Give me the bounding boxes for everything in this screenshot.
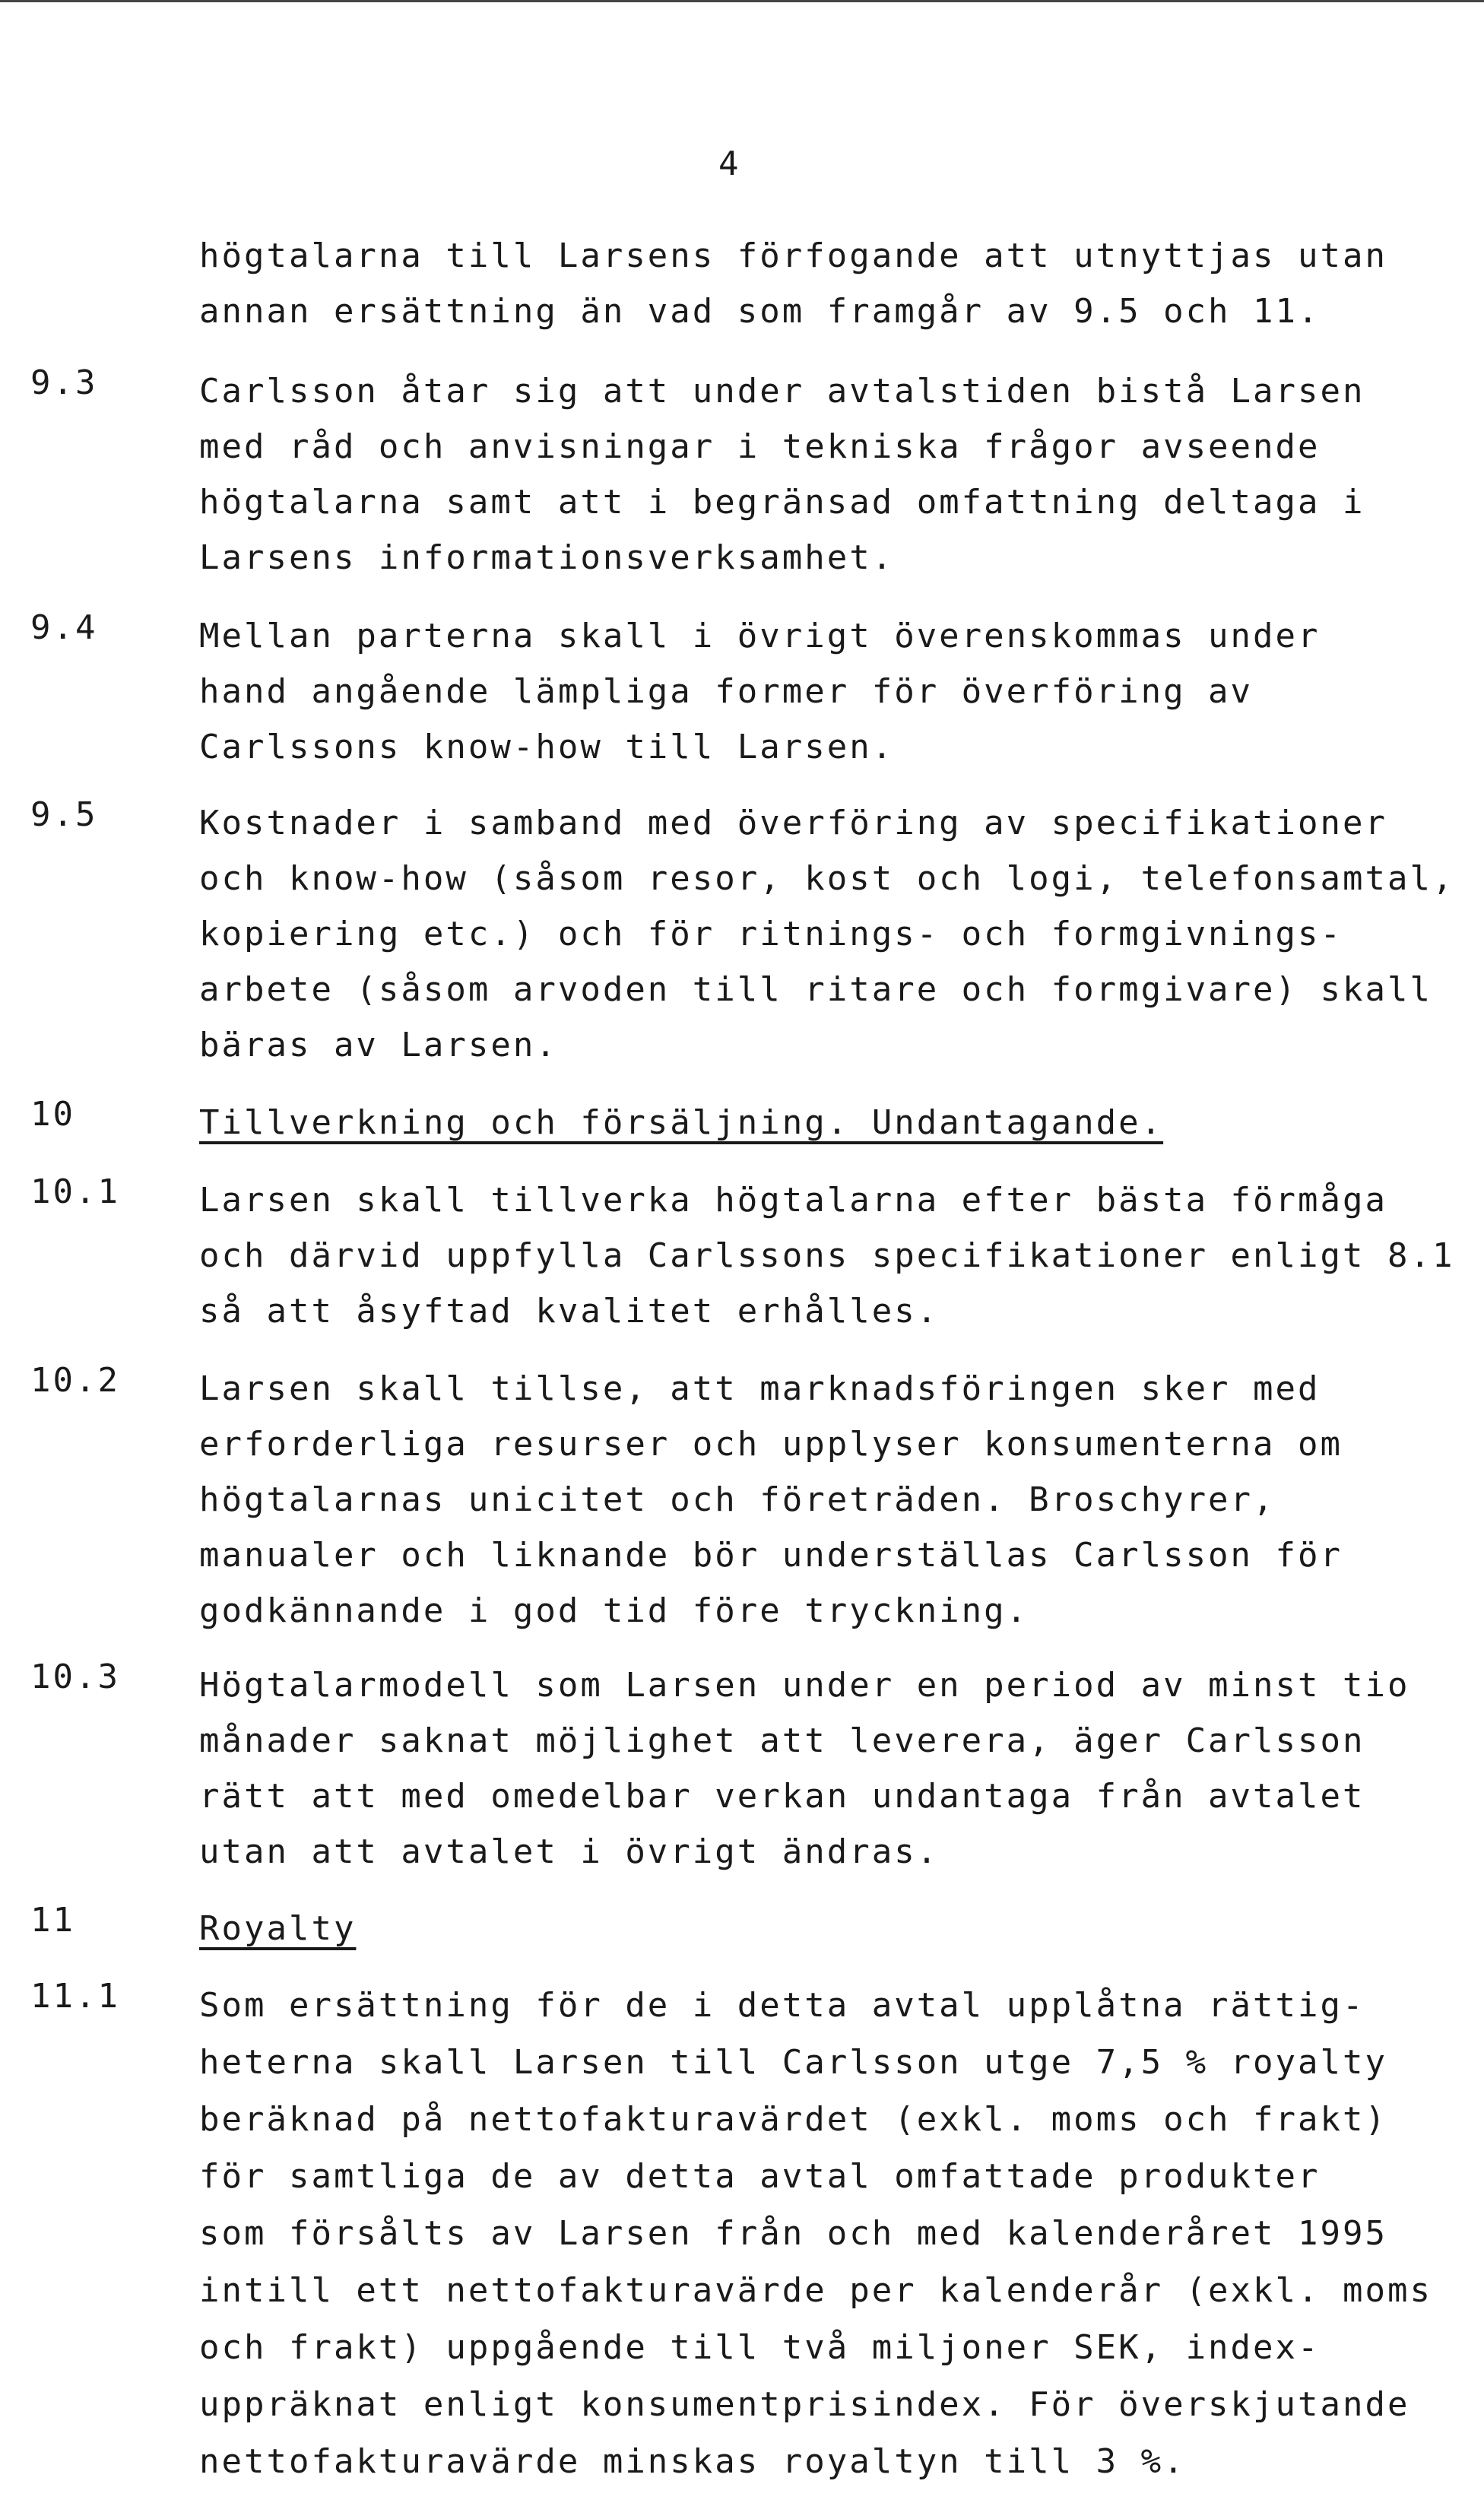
text-line: arbete (såsom arvoden till ritare och formgivare) skall [199, 970, 1432, 1009]
text-line: med råd och anvisningar i tekniska frågor avseende [199, 427, 1321, 466]
section-text [199, 1901, 1476, 1956]
section-text [199, 1977, 1476, 2490]
text-line: utan att avtalet i övrigt ändras. [199, 1832, 940, 1871]
text-line: erforderliga resurser och upplyser konsumenterna om [199, 1425, 1343, 1464]
section-number: 11 [30, 1901, 75, 1940]
section-text [199, 228, 1476, 339]
text-line: Högtalarmodell som Larsen under en period av minst tio [199, 1666, 1410, 1705]
text-line: beräknad på nettofakturavärdet (exkl. moms och frakt) [199, 2100, 1387, 2139]
text-line: bäras av Larsen. [199, 1026, 558, 1064]
text-line: Carlsson åtar sig att under avtalstiden bistå Larsen [199, 372, 1365, 411]
text-line: annan ersättning än vad som framgår av 9.5 och 11. [199, 292, 1321, 331]
section-text [199, 363, 1476, 585]
section-text [199, 1658, 1476, 1880]
text-line: och know-how (såsom resor, kost och logi, telefonsamtal, [199, 859, 1455, 898]
text-line: högtalarnas unicitet och företräden. Broschyrer, [199, 1480, 1276, 1519]
top-rule [0, 0, 1484, 2]
text-line: Mellan parterna skall i övrigt överenskommas under [199, 617, 1321, 655]
text-line: manualer och liknande bör underställas Carlsson för [199, 1536, 1343, 1575]
text-line: Larsen skall tillverka högtalarna efter bästa förmåga [199, 1181, 1387, 1220]
text-line: rätt att med omedelbar verkan undantaga från avtalet [199, 1777, 1365, 1816]
text-line: så att åsyftad kvalitet erhålles. [199, 1292, 940, 1331]
text-line: Som ersättning för de i detta avtal upplåtna rättig- [199, 1986, 1365, 2025]
section-text [199, 1172, 1476, 1339]
section-heading: Royalty [199, 1909, 357, 1948]
text-line: högtalarna samt att i begränsad omfattning deltaga i [199, 483, 1365, 522]
text-line: månader saknat möjlighet att leverera, äger Carlsson [199, 1721, 1365, 1760]
text-line: intill ett nettofakturavärde per kalenderår (exkl. moms [199, 2271, 1432, 2310]
section-number: 9.4 [30, 608, 98, 647]
section-text [199, 1095, 1476, 1150]
section-number: 10.2 [30, 1361, 120, 1400]
section-number: 11.1 [30, 1977, 120, 2016]
text-line: och frakt) uppgående till två miljoner SEK, index- [199, 2328, 1321, 2367]
section-number: 9.3 [30, 363, 98, 402]
text-line: för samtliga de av detta avtal omfattade produkter [199, 2157, 1321, 2196]
text-line: hand angående lämpliga former för överföring av [199, 672, 1254, 711]
text-line: Carlssons know-how till Larsen. [199, 728, 895, 766]
text-line: högtalarna till Larsens förfogande att utnyttjas utan [199, 236, 1387, 275]
text-line: Larsens informationsverksamhet. [199, 538, 895, 577]
text-line: uppräknat enligt konsumentprisindex. För överskjutande [199, 2385, 1410, 2424]
section-number: 10.3 [30, 1658, 120, 1696]
page-number: 4 [718, 144, 741, 183]
text-line: heterna skall Larsen till Carlsson utge 7,5 % royalty [199, 2043, 1387, 2082]
section-text [199, 795, 1476, 1073]
section-text [199, 1361, 1476, 1639]
text-line: och därvid uppfylla Carlssons specifikationer enligt 8.1 [199, 1236, 1455, 1275]
text-line: som försålts av Larsen från och med kalenderåret 1995 [199, 2214, 1387, 2253]
section-number: 9.5 [30, 795, 98, 834]
text-line: kopiering etc.) och för ritnings- och formgivnings- [199, 915, 1343, 953]
text-line: godkännande i god tid före tryckning. [199, 1591, 1029, 1630]
section-number: 10.1 [30, 1172, 120, 1211]
section-heading: Tillverkning och försäljning. Undantagande. [199, 1103, 1164, 1142]
text-line: Larsen skall tillse, att marknadsföringen sker med [199, 1369, 1321, 1408]
section-number: 10 [30, 1095, 75, 1134]
text-line: Kostnader i samband med överföring av specifikationer [199, 804, 1387, 842]
text-line: nettofakturavärde minskas royaltyn till 3 %. [199, 2442, 1186, 2481]
section-text [199, 608, 1476, 775]
